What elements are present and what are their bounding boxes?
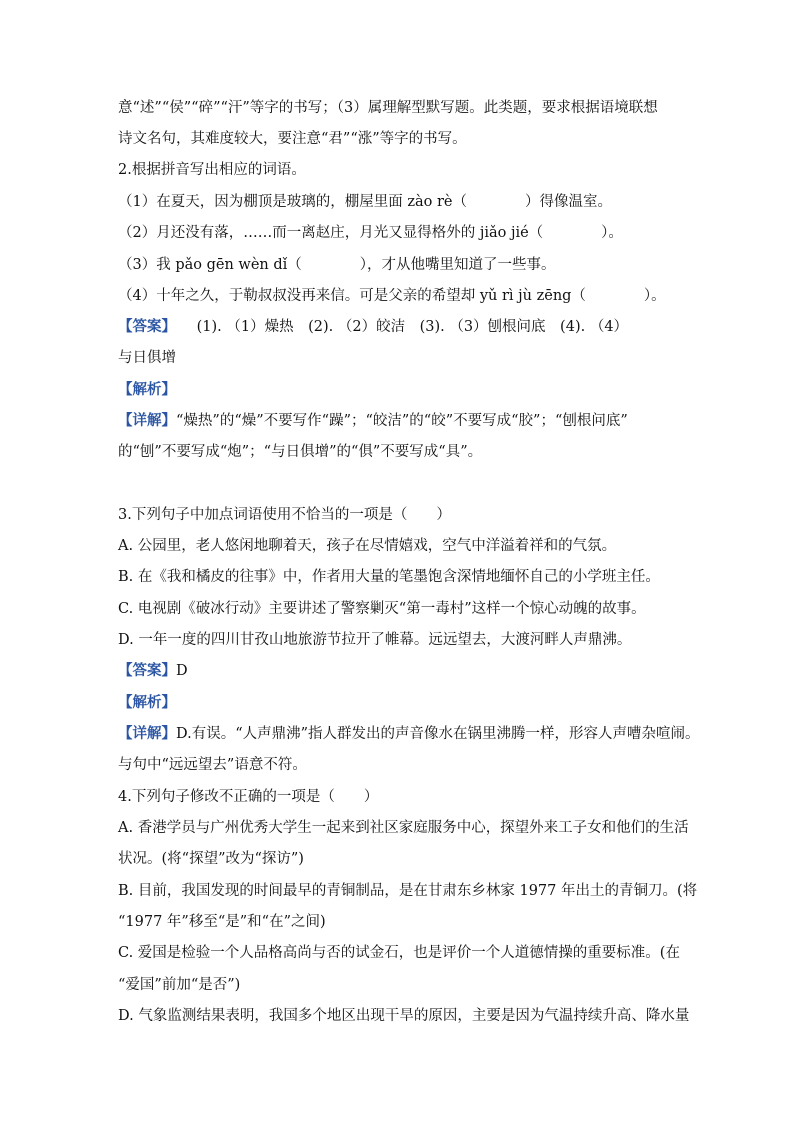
question-3-option-d: D. 一年一度的四川甘孜山地旅游节拉开了帷幕。远远望去，大渡河畔人声鼎沸。 <box>118 632 632 648</box>
question-3-option-c: C. 电视剧《破冰行动》主要讲述了警察剿灭“第一毒村”这样一个惊心动魄的故事。 <box>118 601 646 617</box>
question-3-option-b: B. 在《我和橘皮的往事》中，作者用大量的笔墨饱含深情地缅怀自己的小学班主任。 <box>118 569 660 585</box>
detail-text: D.有误。“人声鼎沸”指人群发出的声音像水在锅里沸腾一样，形容人声嘈杂喧闹。 <box>176 726 700 742</box>
text-line: 诗文名句，其难度较大，要注意“君”“涨”等字的书写。 <box>118 131 467 147</box>
answer-text: D <box>176 663 188 679</box>
answer-line <box>118 661 188 681</box>
question-4-option-c: C. 爱国是检验一个人品格高尚与否的试金石，也是评价一个人道德情操的重要标准。(在 <box>118 945 680 961</box>
detail-tag: 【详解】 <box>118 412 176 429</box>
detail-line <box>118 411 628 431</box>
answer-text: (1). （1）燥热 (2). （2）皎洁 (3). （3）刨根问底 (4). （4） <box>196 319 629 335</box>
question-3-option-a: A. 公园里，老人悠闲地聊着天，孩子在尽情嬉戏，空气中洋溢着祥和的气氛。 <box>118 538 617 554</box>
question-4-option-a: A. 香港学员与广州优秀大学生一起来到社区家庭服务中心，探望外来工子女和他们的生活 <box>118 820 689 836</box>
text-line: 状况。(将“探望”改为“探访”) <box>118 851 304 867</box>
question-2-item-2: （2）月还没有落，……而一离赵庄，月光又显得格外的 jiǎo jié（ ）。 <box>118 225 623 241</box>
answer-line <box>118 317 628 337</box>
text-line: 的“刨”不要写成“炮”；“与日俱增”的“俱”不要写成“具”。 <box>118 444 483 460</box>
detail-line <box>118 724 700 744</box>
text-line: “1977 年”移至“是”和“在”之间) <box>118 914 326 930</box>
text-line: 与句中“远远望去”语意不符。 <box>118 757 307 773</box>
analysis-line <box>118 693 176 713</box>
question-2-title: 2.根据拼音写出相应的词语。 <box>118 162 306 178</box>
question-2-item-3: （3）我 pǎo gēn wèn dǐ（ ），才从他嘴里知道了一些事。 <box>118 257 556 273</box>
question-4-option-d: D. 气象监测结果表明，我国多个地区出现干旱的原因，主要是因为气温持续升高、降水量 <box>118 1008 690 1024</box>
question-3-title: 3.下列句子中加点词语使用不恰当的一项是（ ） <box>118 507 451 523</box>
question-2-item-4: （4）十年之久，于勒叔叔没再来信。可是父亲的希望却 yǔ rì jù zēng（ ）。 <box>118 288 666 304</box>
detail-tag: 【详解】 <box>118 725 176 742</box>
detail-text: “燥热”的“燥”不要写作“躁”；“皎洁”的“皎”不要写成“胶”；“刨根问底” <box>176 413 628 429</box>
question-4-title: 4.下列句子修改不正确的一项是（ ） <box>118 789 379 805</box>
question-4-option-b: B. 目前，我国发现的时间最早的青铜制品，是在甘肃东乡林家 1977 年出土的青铜刀。(将 <box>118 883 698 899</box>
analysis-tag: 【解析】 <box>118 694 176 711</box>
answer-tag: 【答案】 <box>118 318 176 335</box>
text-line: “爱国”前加“是否”) <box>118 977 241 993</box>
text-line: 与日俱增 <box>118 350 176 366</box>
analysis-line <box>118 380 176 400</box>
question-2-item-1: （1）在夏天，因为棚顶是玻璃的，棚屋里面 zào rè（ ）得像温室。 <box>118 194 612 210</box>
text-line: 意“述”“侯”“碎”“汗”等字的书写；（3）属理解型默写题。此类题，要求根据语境联想 <box>118 100 658 116</box>
analysis-tag: 【解析】 <box>118 381 176 398</box>
answer-tag: 【答案】 <box>118 662 176 679</box>
